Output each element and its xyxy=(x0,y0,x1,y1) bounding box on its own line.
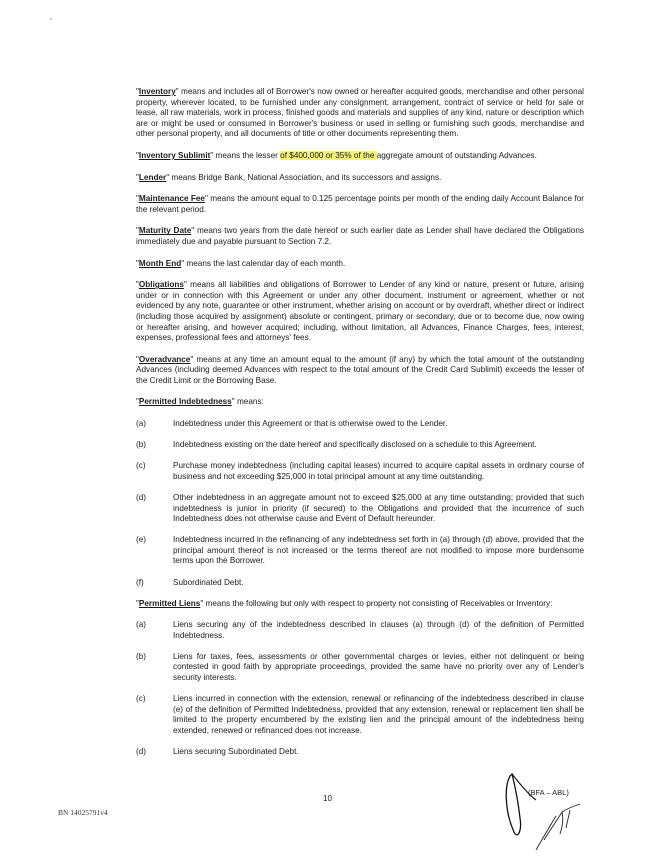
list-item xyxy=(136,419,584,430)
term: Overadvance xyxy=(138,354,191,364)
item-label: (a) xyxy=(136,419,147,429)
document-body xyxy=(136,87,584,768)
item-text: Liens securing any of the indebtedness described in clauses (a) through (d) of the definition of Permitted Indebtedness. xyxy=(173,620,584,640)
initials-stamp: (BFA – ABL) xyxy=(528,788,569,797)
item-text: Subordinated Debt. xyxy=(173,577,244,587)
definition-text: means the amount equal to 0.125 percentage points per month of the ending daily Account Balance for the relevant period. xyxy=(136,194,584,214)
list-item xyxy=(136,535,584,567)
term: Permitted Indebtedness xyxy=(138,397,232,407)
definition-overadvance: "Overadvance" means at any time an amount equal to the amount (if any) by which the total amount of the outstanding Advances (including deemed Advances with respect to the total amount of the Credit Card Sublimit) exceeds the lesser of the Credit Limit or the Borrowing Base. xyxy=(136,354,584,385)
definition-inventory: "Inventory" means and includes all of Borrower's now owned or hereafter acquired goods, merchandise and other personal property, wherever located, to be furnished under any consignment, arrangement, contract of service or held for sale or lease, all raw materials, work in process, finished goods and materials and supplies of any kind, nature or description which are or might be used or consumed in Borrower's business or used in selling or furnishing such goods, merchandise and other personal property, and all documents of title or other documents representing them. xyxy=(136,87,584,139)
list-item xyxy=(136,694,584,736)
definition-month-end: "Month End" means the last calendar day of each month. xyxy=(136,258,346,268)
item-label: (b) xyxy=(136,651,147,661)
definition-text: means Bridge Bank, National Association, and its successors and assigns. xyxy=(169,172,442,182)
definition-permitted-indebtedness: "Permitted Indebtedness" means: xyxy=(136,397,264,407)
definition-permitted-liens: "Permitted Liens" means the following but only with respect to property not consisting of Receivables or Inventory: xyxy=(136,598,553,608)
definition-text: means: xyxy=(234,397,264,407)
item-label: (c) xyxy=(136,461,146,471)
definition-maintenance-fee: "Maintenance Fee" means the amount equal to 0.125 percentage points per month of the ending daily Account Balance for the relevant period. xyxy=(136,194,584,214)
item-text: Liens securing Subordinated Debt. xyxy=(173,747,299,757)
definition-text: means the following but only with respect to property not consisting of Receivables or Inventory: xyxy=(203,598,553,608)
definition-text: means the lesser xyxy=(213,150,281,160)
item-text: Liens incurred in connection with the extension, renewal or refinancing of the indebtedness described in clause (e) of the definition of Permitted Indebtedness, provided that any extension, renewal or replacement lien shall be limited to the property encumbered by the existing lien and the principal amount of the indebtedness being extended, renewed or refinanced does not increase. xyxy=(173,694,584,735)
definition-text: means and includes all of Borrower's now owned or hereafter acquired goods, merchandise and other personal property, wherever located, to be furnished under any consignment, arrangement, contract of service or held for sale or lease, all raw materials, work in process, finished goods and materials and supplies of any kind, nature or description which are or might be used or consumed in Borrower's business or used in selling or furnishing such goods, merchandise and other personal property, and all documents of title or other documents representing them. xyxy=(136,87,584,139)
highlighted-text: of $400,000 or 35% of the xyxy=(280,150,377,160)
item-label: (e) xyxy=(136,535,147,545)
definition-obligations: "Obligations" means all liabilities and obligations of Borrower to Lender of any kind or nature, present or future, arising under or in connection with this Agreement or under any other document, instrument or agreement, whether or not evidenced by any note, guarantee or other instrument, whether arising on account or by overdraft, whether direct or indirect (including those acquired by assignment) absolute or contingent, primary or secondary, due or to become due, now owing or hereafter arising, and however acquired; including, without limitation, all Advances, Finance Charges, fees, interest, expenses, professional fees and attorneys' fees. xyxy=(136,280,584,343)
definition-text: means two years from the date hereof or such earlier date as Lender shall have declared the Obligations immediately due and payable pursuant to Section 7.2. xyxy=(136,226,584,246)
item-label: (d) xyxy=(136,747,147,757)
list-item xyxy=(136,578,584,589)
definition-text: aggregate amount of outstanding Advances. xyxy=(376,150,537,160)
definition-lender: "Lender" means Bridge Bank, National Association, and its successors and assigns. xyxy=(136,172,442,182)
term: Maintenance Fee xyxy=(138,194,205,204)
list-item xyxy=(136,461,584,482)
term: Lender xyxy=(138,172,167,182)
list-item xyxy=(136,493,584,525)
list-item xyxy=(136,652,584,684)
item-label: (f) xyxy=(136,577,144,587)
scan-speck xyxy=(50,18,52,20)
list-item xyxy=(136,440,584,451)
term: Inventory xyxy=(138,87,176,96)
item-text: Indebtedness incurred in the refinancing of any indebtedness set forth in (a) through (d) above, provided that the principal amount thereof is not increased or the terms thereof are not modified to impose more burdensome terms upon the Borrower. xyxy=(173,535,584,566)
term: Obligations xyxy=(138,280,184,290)
list-item xyxy=(136,620,584,641)
permitted-liens-list xyxy=(136,620,584,757)
list-item xyxy=(136,747,584,758)
term: Maturity Date xyxy=(138,226,192,236)
item-label: (b) xyxy=(136,440,147,450)
item-label: (a) xyxy=(136,620,147,630)
definition-maturity-date: "Maturity Date" means two years from the date hereof or such earlier date as Lender shall have declared the Obligations immediately due and payable pursuant to Section 7.2. xyxy=(136,226,584,246)
definition-inventory-sublimit: "Inventory Sublimit" means the lesser of $400,000 or 35% of the aggregate amount of outstanding Advances. xyxy=(136,150,537,160)
item-text: Other indebtedness in an aggregate amount not to exceed $25,000 at any time outstanding; provided that such indebtedness is junior in priority (if secured) to the Obligations and provided that the incurrence of such Indebtedness does not otherwise cause and Event of Default hereunder. xyxy=(173,492,584,524)
item-text: Indebtedness existing on the date hereof and specifically disclosed on a schedule to this Agreement. xyxy=(173,440,537,450)
page-number: 10 xyxy=(323,794,332,803)
document-id: BN 14025791v4 xyxy=(58,808,108,817)
term: Month End xyxy=(138,258,182,268)
item-text: Indebtedness under this Agreement or that is otherwise owed to the Lender. xyxy=(173,419,448,429)
definition-text: means all liabilities and obligations of Borrower to Lender of any kind or nature, present or future, arising under or in connection with this Agreement or under any other document, instrument or agreement, whether or not evidenced by any note, guarantee or other instrument, whether arising on account or by overdraft, whether direct or indirect (including those acquired by assignment) absolute or contingent, primary or secondary, due or to become due, now owing or hereafter arising, and however acquired; including, without limitation, all Advances, Finance Charges, fees, interest, expenses, professional fees and attorneys' fees. xyxy=(136,280,584,343)
term: Permitted Liens xyxy=(138,598,201,608)
item-text: Purchase money indebtedness (including capital leases) incurred to acquire capital assets in ordinary course of business and not exceeding $25,000 in total principal amount at any time outstanding. xyxy=(173,461,584,481)
item-label: (c) xyxy=(136,694,146,704)
term: Inventory Sublimit xyxy=(138,150,211,160)
item-label: (d) xyxy=(136,492,147,502)
permitted-indebtedness-list xyxy=(136,419,584,588)
signature-initials-icon xyxy=(500,770,610,850)
item-text: Liens for taxes, fees, assessments or other governmental charges or levies, either not delinquent or being contested in good faith by appropriate proceedings, provided the same have no priority over any of Lender's security interests. xyxy=(173,651,584,683)
definition-text: means at any time an amount equal to the amount (if any) by which the total amount of the outstanding Advances (including deemed Advances with respect to the total amount of the Credit Card Sublimit) exceeds the lesser of the Credit Limit or the Borrowing Base. xyxy=(136,354,584,385)
definition-text: means the last calendar day of each month. xyxy=(184,258,346,268)
